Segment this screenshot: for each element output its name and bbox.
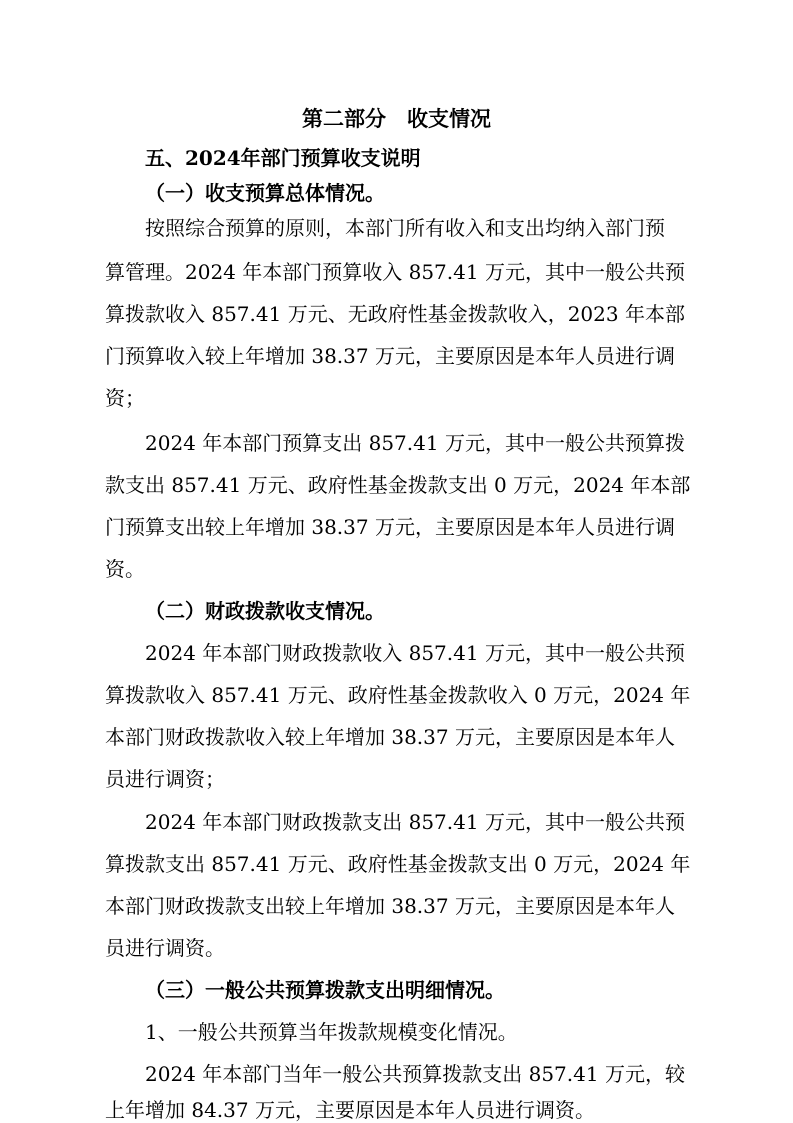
paragraph-line: 2024 年本部门预算支出 857.41 万元，其中一般公共预算拨 [145,431,685,455]
paragraph-line: 款支出 857.41 万元、政府性基金拨款支出 0 万元，2024 年本部 [105,473,691,497]
paragraph-line: 上年增加 84.37 万元，主要原因是本年人员进行调资。 [105,1098,595,1122]
paragraph-line: 算拨款收入 857.41 万元、政府性基金拨款收入 0 万元，2024 年 [105,683,691,707]
list-item: 1、一般公共预算当年拨款规模变化情况。 [145,1020,518,1044]
section-heading: 五、2024年部门预算收支说明 [145,146,421,170]
paragraph-line: 算拨款收入 857.41 万元、无政府性基金拨款收入，2023 年本部 [105,302,685,326]
paragraph-line: 员进行调资； [105,767,225,791]
part-title: 第二部分 收支情况 [302,106,491,131]
paragraph-line: 资。 [105,557,145,581]
subsection-heading-3: （三）一般公共预算拨款支出明细情况。 [145,978,505,1002]
paragraph-line: 本部门财政拨款收入较上年增加 38.37 万元，主要原因是本年人 [105,725,675,749]
paragraph-line: 资； [105,386,145,410]
subsection-heading-2: （二）财政拨款收支情况。 [145,599,385,623]
paragraph-line: 按照综合预算的原则，本部门所有收入和支出均纳入部门预 [145,216,665,240]
paragraph-line: 本部门财政拨款支出较上年增加 38.37 万元，主要原因是本年人 [105,894,675,918]
subsection-heading-1: （一）收支预算总体情况。 [145,181,385,205]
paragraph-line: 2024 年本部门财政拨款支出 857.41 万元，其中一般公共预 [145,810,685,834]
paragraph-line: 算拨款支出 857.41 万元、政府性基金拨款支出 0 万元，2024 年 [105,852,691,876]
paragraph-line: 门预算收入较上年增加 38.37 万元，主要原因是本年人员进行调 [105,344,675,368]
paragraph-line: 算管理。2024 年本部门预算收入 857.41 万元，其中一般公共预 [105,260,685,284]
paragraph-line: 门预算支出较上年增加 38.37 万元，主要原因是本年人员进行调 [105,515,675,539]
paragraph-line: 员进行调资。 [105,936,225,960]
paragraph-line: 2024 年本部门当年一般公共预算拨款支出 857.41 万元，较 [145,1062,685,1086]
paragraph-line: 2024 年本部门财政拨款收入 857.41 万元，其中一般公共预 [145,641,685,665]
